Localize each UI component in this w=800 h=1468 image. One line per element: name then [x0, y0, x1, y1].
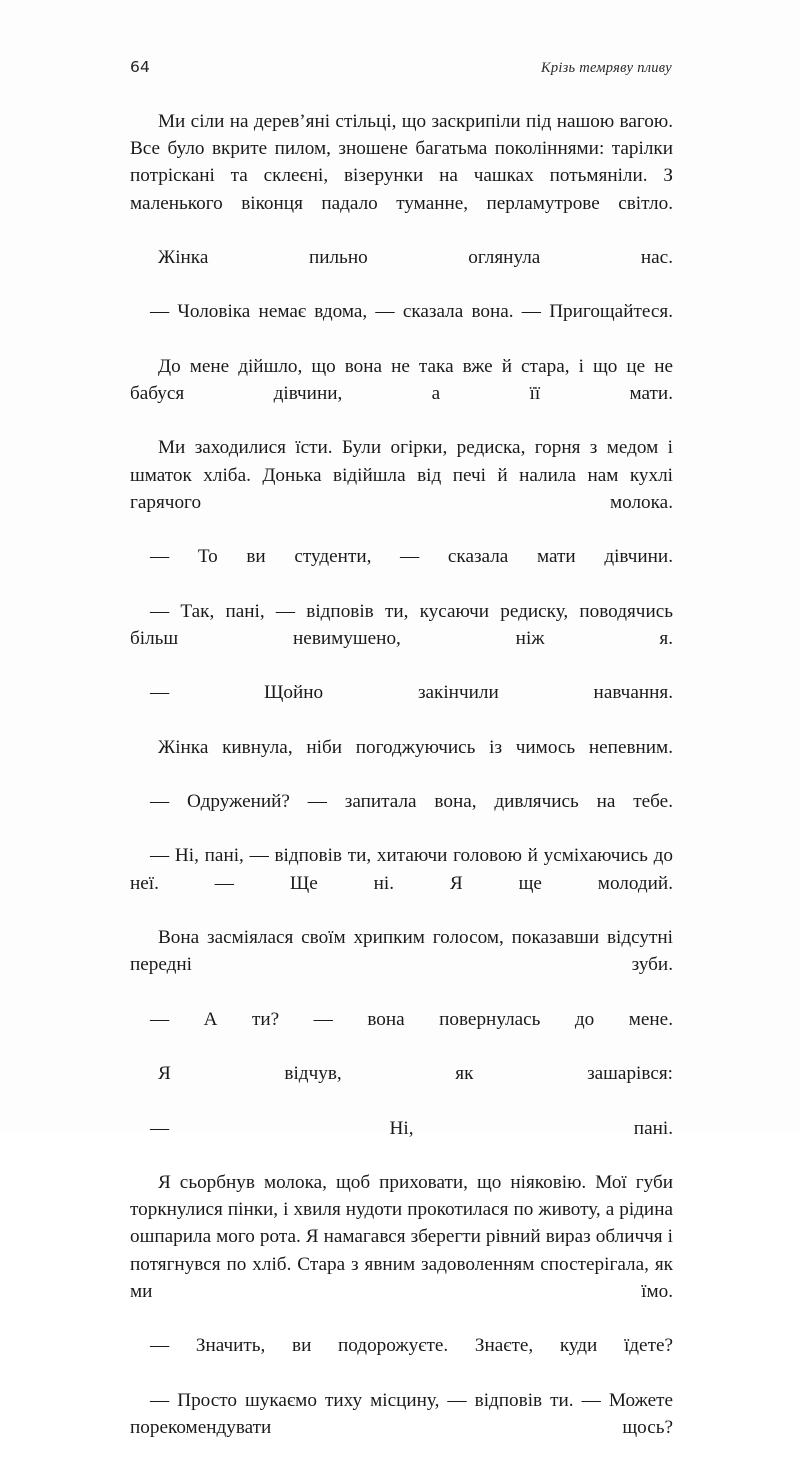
running-title: Крізь темряву пливу: [540, 60, 672, 76]
dialogue-paragraph: — Чоловіка немає вдома, — сказала вона. — Пригощайтеся.: [150, 301, 673, 323]
dialogue-paragraph: — А ти? — вона повернулась до мене.: [150, 1008, 673, 1030]
narration-paragraph: Я сьорбнув молока, щоб приховати, що ніяковію. Мої губи торкнулися пінки, і хвиля нудоти прокотилася по животу, а рідина ошпарила мого рота. Я намагався зберегти рівний вираз обличчя і потягнувся по хліб. Стара з явним задоволенням спостерігала, як ми їмо.: [130, 1171, 673, 1302]
narration-paragraph: Вона засміялася своїм хрипким голосом, показавши відсутні передні зуби.: [130, 927, 673, 976]
dialogue-paragraph: — Ні, пані, — відповів ти, хитаючи головою й усміхаючись до неї. — Ще ні. Я ще молодий.: [130, 845, 673, 894]
narration-paragraph: Я відчув, як зашарівся:: [158, 1063, 673, 1085]
narration-paragraph: Ми сіли на дерев’яні стільці, що заскрипіли під нашою вагою. Все було вкрите пилом, зношене багатьма поколіннями: тарілки потріскані та склеєні, візерунки на чашках потьмяніли. З маленького віконця падало туманне, перламутрове світло.: [130, 111, 673, 214]
running-header: [130, 58, 672, 82]
narration-paragraph: До мене дійшло, що вона не така вже й стара, і що це не бабуся дівчини, а її мати.: [130, 355, 673, 405]
body-text: [130, 108, 673, 1468]
narration-paragraph: Ми заходилися їсти. Були огірки, редиска, горня з медом і шматок хліба. Донька відійшла від печі й налила нам кухлі гарячого молока.: [130, 437, 673, 513]
narration-paragraph: Жінка пильно оглянула нас.: [158, 247, 673, 269]
narration-paragraph: Жінка кивнула, ніби погоджуючись із чимось непевним.: [158, 736, 673, 758]
dialogue-paragraph: — Одружений? — запитала вона, дивлячись на тебе.: [150, 791, 673, 813]
dialogue-paragraph: — То ви студенти, — сказала мати дівчини.: [150, 546, 673, 568]
dialogue-paragraph: — Просто шукаємо тиху місцину, — відповів ти. — Можете порекомендувати щось?: [130, 1389, 673, 1438]
dialogue-paragraph: — Так, пані, — відповів ти, кусаючи редиску, поводячись більш невимушено, ніж я.: [130, 600, 673, 649]
page-number: 64: [130, 58, 151, 76]
dialogue-paragraph: — Значить, ви подорожуєте. Знаєте, куди їдете?: [150, 1335, 673, 1357]
dialogue-paragraph: — Ні, пані.: [150, 1117, 673, 1139]
dialogue-paragraph: — Щойно закінчили навчання.: [150, 682, 673, 704]
